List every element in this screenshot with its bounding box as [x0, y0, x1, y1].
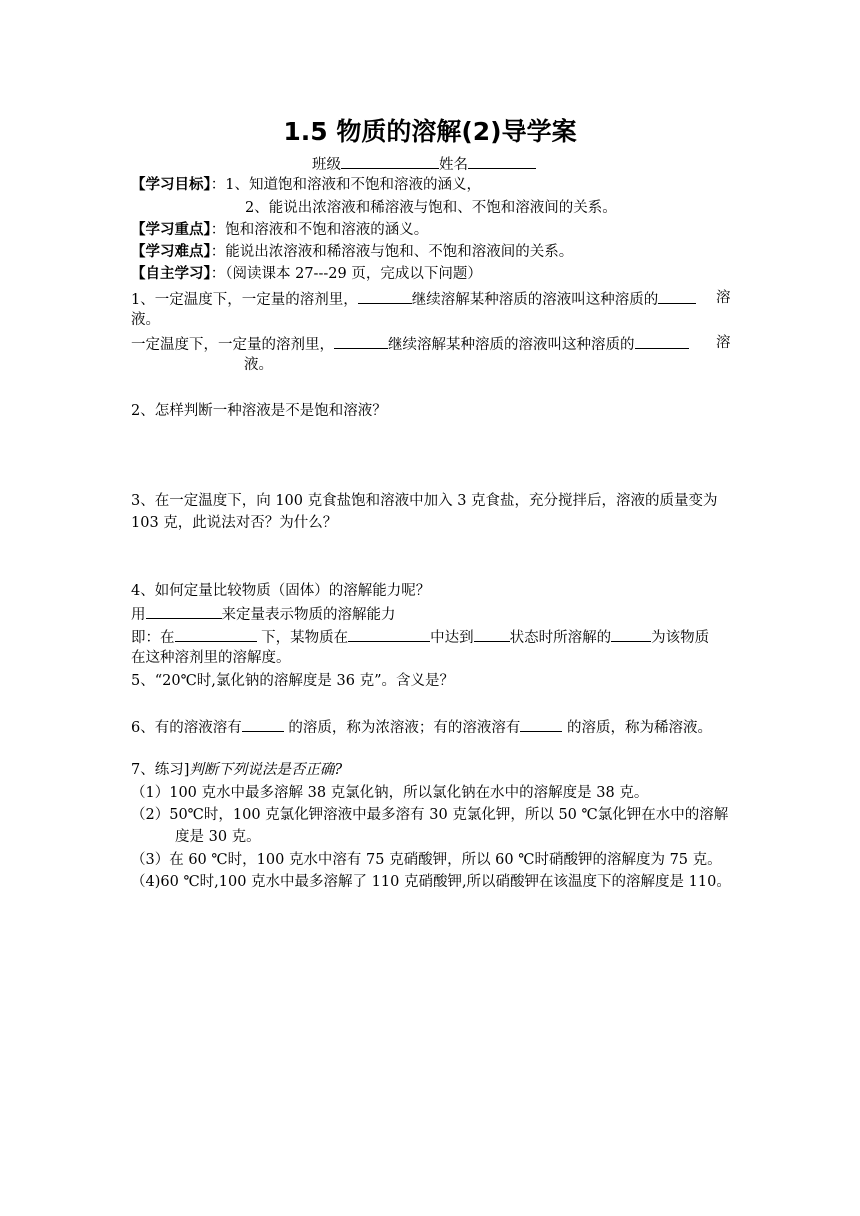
q1-line-1	[131, 289, 696, 309]
difficulty-label: 【学习难点】	[131, 244, 211, 260]
name-label: 姓名	[439, 157, 468, 173]
q4-text-d: 下，某物质在	[261, 630, 349, 646]
difficulty-text: 能说出浓溶液和稀溶液与饱和、不饱和溶液间的关系。	[225, 244, 574, 260]
class-name-line	[312, 154, 536, 174]
q2-text: 2、怎样判断一种溶液是不是饱和溶液？	[131, 403, 387, 419]
name-blank[interactable]	[468, 154, 536, 169]
self-study-line	[131, 265, 482, 283]
q6-text-a: 6、有的溶液溶有	[131, 720, 242, 736]
q1-blank-4[interactable]	[635, 334, 689, 349]
key-point-sep: ：	[210, 222, 226, 238]
q4-line-2	[131, 604, 396, 624]
self-study-text: （阅读课本 27---29 页，完成以下问题）	[225, 266, 482, 282]
self-study-label: 【自主学习】	[131, 266, 211, 282]
q7-statement-2a: （2）50℃时，100 克氯化钾溶液中最多溶有 30 克氯化钾，所以 50 ℃氯化钾在水中的溶解	[131, 807, 729, 823]
q6-line	[131, 717, 712, 737]
q7-heading	[131, 761, 342, 779]
q1-blank-3[interactable]	[334, 334, 388, 349]
self-study-sep: ：	[210, 266, 226, 282]
q4-line-3	[131, 627, 709, 647]
q1-text-g: 溶	[716, 335, 731, 351]
difficulty-sep: ：	[210, 244, 226, 260]
q4-line-1: 4、如何定量比较物质（固体）的溶解能力呢？	[131, 583, 431, 599]
q4-text-e: 中达到	[430, 630, 474, 646]
q1-text-d: 液。	[131, 312, 160, 328]
q4-blank-5[interactable]	[611, 627, 651, 642]
q7-statement-4: （4)60 ℃时,100 克水中最多溶解了 110 克硝酸钾,所以硝酸钾在该温度下的溶解度是 110。	[131, 874, 731, 890]
q4-text-c: 即：在	[131, 630, 175, 646]
q7-head-end: ?	[334, 762, 343, 778]
objectives-line-1	[131, 176, 481, 194]
key-point-label: 【学习重点】	[131, 222, 211, 238]
q4-blank-2[interactable]	[175, 627, 257, 642]
objective-1: 1、知道饱和溶液和不饱和溶液的涵义，	[225, 177, 481, 193]
q7-statement-2b: 度是 30 克。	[175, 829, 261, 845]
q7-head-italic: 判断下列说法是否正确	[189, 762, 335, 778]
q4-blank-1[interactable]	[146, 604, 222, 619]
q1-blank-2[interactable]	[658, 289, 696, 304]
objective-2: 2、能说出浓溶液和稀溶液与饱和、不饱和溶液间的关系。	[245, 200, 617, 216]
q6-blank-1[interactable]	[242, 717, 284, 732]
q4-text-f: 状态时所溶解的	[509, 630, 612, 646]
q4-line-4: 在这种溶剂里的溶解度。	[131, 650, 291, 666]
q1-text-a: 1、一定温度下，一定量的溶剂里，	[131, 292, 358, 308]
q3-line-1: 3、在一定温度下，向 100 克食盐饱和溶液中加入 3 克食盐，充分搅拌后，溶液的质量变为	[131, 493, 718, 509]
q1-blank-1[interactable]	[358, 289, 412, 304]
class-blank[interactable]	[341, 154, 439, 169]
q1-text-h: 液。	[244, 357, 273, 373]
page-title: 1.5 物质的溶解(2)导学案	[283, 117, 577, 146]
q6-blank-2[interactable]	[520, 717, 562, 732]
q1-text-f: 继续溶解某种溶质的溶液叫这种溶质的	[388, 337, 635, 353]
difficulty-line	[131, 243, 573, 261]
q1-line-3	[131, 334, 689, 354]
q6-text-b: 的溶质，称为浓溶液；有的溶液溶有	[288, 720, 521, 736]
q6-text-c: 的溶质，称为稀溶液。	[566, 720, 712, 736]
q5-text: 5、“20℃时,氯化钠的溶解度是 36 克”。含义是？	[131, 673, 454, 689]
objectives-label: 【学习目标】	[131, 177, 211, 193]
q1-text-b: 继续溶解某种溶质的溶液叫这种溶质的	[411, 292, 659, 308]
q4-text-b: 来定量表示物质的溶解能力	[221, 607, 396, 623]
key-point-text: 饱和溶液和不饱和溶液的涵义。	[225, 222, 429, 238]
key-point-line	[131, 221, 428, 239]
objectives-sep: ：	[210, 177, 226, 193]
q4-blank-4[interactable]	[474, 627, 510, 642]
q1-text-e: 一定温度下，一定量的溶剂里，	[131, 337, 334, 353]
q3-line-2: 103 克，此说法对否？为什么？	[131, 515, 338, 531]
q7-statement-3: （3）在 60 ℃时，100 克水中溶有 75 克硝酸钾，所以 60 ℃时硝酸钾的溶解度为 75 克。	[131, 852, 722, 868]
q4-text-g: 为该物质	[651, 630, 710, 646]
q4-text-a: 用	[131, 607, 146, 623]
q4-blank-3[interactable]	[348, 627, 430, 642]
objectives-line-2	[245, 199, 617, 217]
q7-head: 7、练习]	[131, 762, 190, 778]
class-label: 班级	[312, 157, 341, 173]
q7-statement-1: （1）100 克水中最多溶解 38 克氯化钠，所以氯化钠在水中的溶解度是 38 克。	[131, 785, 649, 801]
q1-text-c: 溶	[716, 290, 731, 306]
